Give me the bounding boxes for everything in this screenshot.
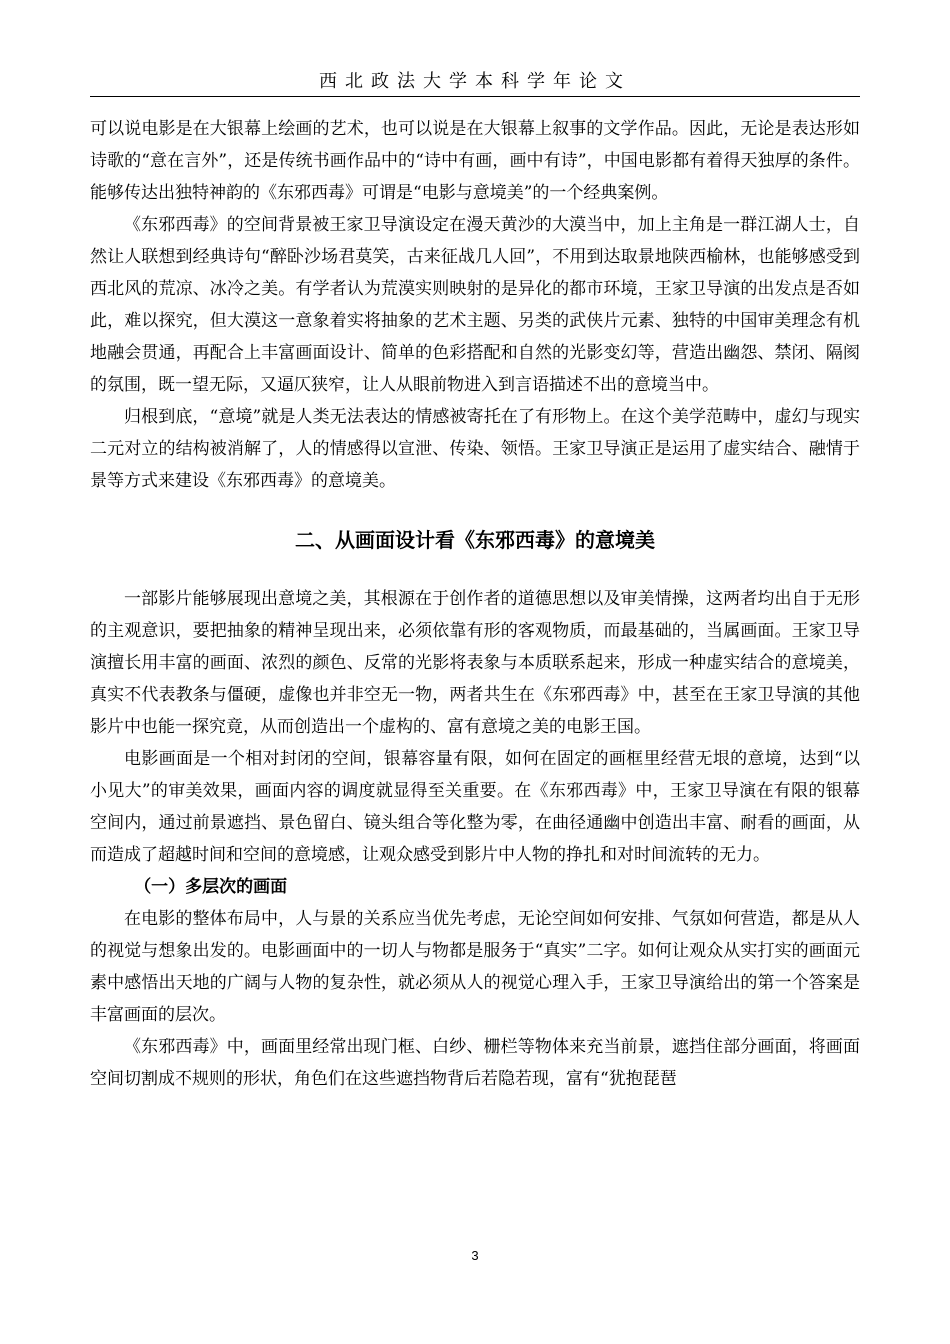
- paragraph: 一部影片能够展现出意境之美，其根源在于创作者的道德思想以及审美情操，这两者均出自于无形的主观意识，要把抽象的精神呈现出来，必须依靠有形的客观物质，而最基础的，当属画面。王家卫导演擅长用丰富的画面、浓烈的颜色、反常的光影将表象与本质联系起来，形成一种虚实结合的意境美，真实不代表教条与僵硬，虚像也并非空无一物，两者共生在《东邪西毒》中，甚至在王家卫导演的其他影片中也能一探究竟，从而创造出一个虚构的、富有意境之美的电影王国。: [90, 589, 860, 737]
- subsection-heading: （一）多层次的画面: [134, 877, 288, 897]
- document-body: [90, 113, 860, 1095]
- section-heading: 二、从画面设计看《东邪西毒》的意境美: [295, 528, 655, 552]
- running-header: 西北政法大学本科学年论文: [319, 71, 631, 92]
- page-number: 3: [471, 1248, 479, 1263]
- paragraph: 《东邪西毒》的空间背景被王家卫导演设定在漫天黄沙的大漠当中，加上主角是一群江湖人士，自然让人联想到经典诗句“醉卧沙场君莫笑，古来征战几人回”，不用到达取景地陕西榆林，也能够感受到西北风的荒凉、冰冷之美。有学者认为荒漠实则映射的是异化的都市环境，王家卫导演的出发点是否如此，难以探究，但大漠这一意象着实将抽象的艺术主题、另类的武侠片元素、独特的中国审美理念有机地融会贯通，再配合上丰富画面设计、简单的色彩搭配和自然的光影变幻等，营造出幽怨、禁闭、隔阂的氛围，既一望无际，又逼仄狭窄，让人从眼前物进入到言语描述不出的意境当中。: [90, 215, 860, 395]
- paragraph: 《东邪西毒》中，画面里经常出现门框、白纱、栅栏等物体来充当前景，遮挡住部分画面，将画面空间切割成不规则的形状，角色们在这些遮挡物背后若隐若现，富有“犹抱琵琶: [90, 1037, 860, 1089]
- paragraph: 归根到底，“意境”就是人类无法表达的情感被寄托在了有形物上。在这个美学范畴中，虚幻与现实二元对立的结构被消解了，人的情感得以宣泄、传染、领悟。王家卫导演正是运用了虚实结合、融情于景等方式来建设《东邪西毒》的意境美。: [90, 407, 860, 491]
- paragraph-continued: 可以说电影是在大银幕上绘画的艺术，也可以说是在大银幕上叙事的文学作品。因此，无论是表达形如诗歌的“意在言外”，还是传统书画作品中的“诗中有画，画中有诗”，中国电影都有着得天独厚的条件。能够传达出独特神韵的《东邪西毒》可谓是“电影与意境美”的一个经典案例。: [90, 119, 860, 203]
- header-rule: [90, 96, 860, 97]
- paragraph: 在电影的整体布局中，人与景的关系应当优先考虑，无论空间如何安排、气氛如何营造，都是从人的视觉与想象出发的。电影画面中的一切人与物都是服务于“真实”二字。如何让观众从实打实的画面元素中感悟出天地的广阔与人物的复杂性，就必须从人的视觉心理入手，王家卫导演给出的第一个答案是丰富画面的层次。: [90, 909, 860, 1025]
- paragraph: 电影画面是一个相对封闭的空间，银幕容量有限，如何在固定的画框里经营无垠的意境，达到“以小见大”的审美效果，画面内容的调度就显得至关重要。在《东邪西毒》中，王家卫导演在有限的银幕空间内，通过前景遮挡、景色留白、镜头组合等化整为零，在曲径通幽中创造出丰富、耐看的画面，从而造成了超越时间和空间的意境感，让观众感受到影片中人物的挣扎和对时间流转的无力。: [90, 749, 860, 865]
